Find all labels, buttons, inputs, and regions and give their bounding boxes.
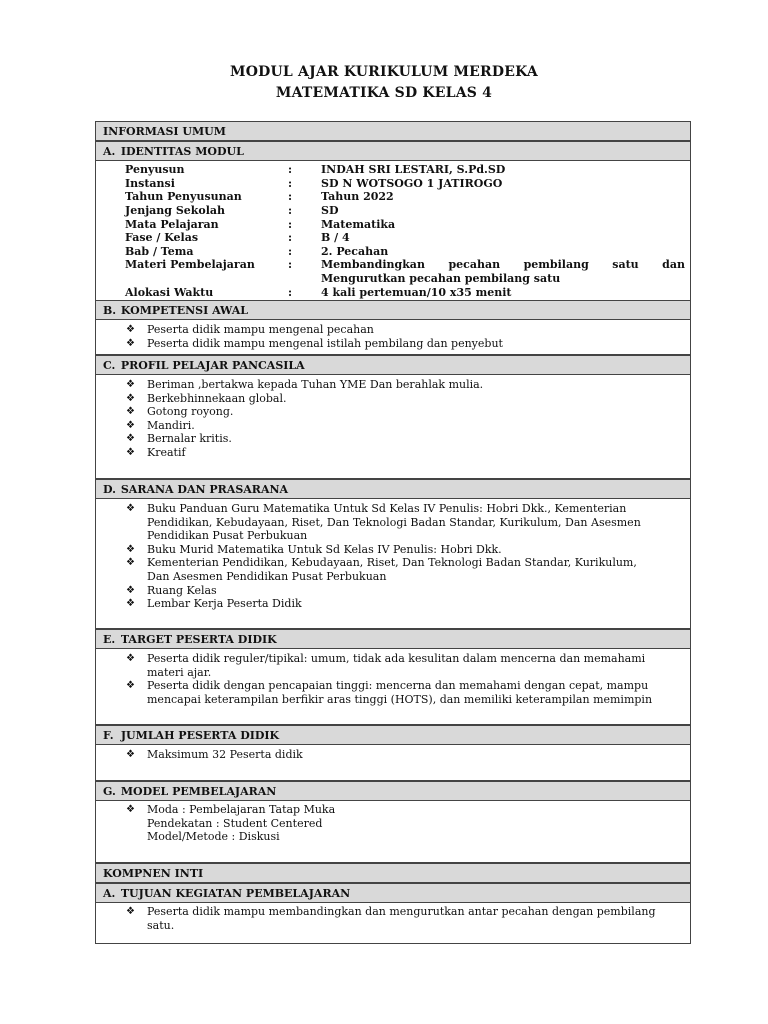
section-header-informasi-umum xyxy=(95,121,691,141)
list-item-text: Kreatif xyxy=(147,445,186,459)
field-value: Tahun 2022 xyxy=(321,190,394,203)
field-value-continued: Mengurutkan pecahan pembilang satu xyxy=(321,271,561,285)
field-key: Bab / Tema xyxy=(125,245,194,258)
list-item-text: Gotong royong. xyxy=(147,405,234,419)
list-item xyxy=(126,323,686,337)
list-item xyxy=(126,652,686,679)
section-header-target xyxy=(95,629,691,649)
section-label: MODEL PEMBELAJARAN xyxy=(120,785,277,798)
bullet-diamond-icon: ❖ xyxy=(126,324,135,335)
field-colon: : xyxy=(288,231,293,244)
list-item-text-continued: Pendidikan, Kebudayaan, Riset, Dan Teknologi Badan Standar, Kurikulum, Dan Asesmen xyxy=(147,515,641,529)
bullet-diamond-icon: ❖ xyxy=(126,433,135,445)
field-mata-pelajaran xyxy=(0,218,768,232)
bullet-diamond-icon: ❖ xyxy=(126,392,135,404)
field-colon: : xyxy=(288,163,293,176)
field-value: 4 kali pertemuan/10 x35 menit xyxy=(321,286,512,299)
field-colon: : xyxy=(288,177,293,190)
field-value: Matematika xyxy=(321,218,396,231)
section-header-profil-pelajar xyxy=(95,355,691,375)
section-number: B. xyxy=(103,304,117,317)
section-label: TUJUAN KEGIATAN PEMBELAJARAN xyxy=(120,887,351,900)
bullet-diamond-icon: ❖ xyxy=(126,653,135,664)
list-item xyxy=(126,446,686,460)
field-key: Penyusun xyxy=(125,163,185,176)
list-item-text: Peserta didik mampu membandingkan dan mengurutkan antar pecahan dengan pembilang xyxy=(147,905,656,918)
profil-pelajar-list xyxy=(126,378,686,460)
list-item-text: Berkebhinnekaan global. xyxy=(147,391,287,405)
list-item-text: Peserta didik mampu mengenal pecahan xyxy=(147,323,374,336)
bullet-diamond-icon: ❖ xyxy=(126,906,135,917)
list-item-text-continued: Model/Metode : Diskusi xyxy=(147,830,280,844)
field-value: SD xyxy=(321,204,339,217)
field-penyusun xyxy=(0,163,768,177)
section-label: JUMLAH PESERTA DIDIK xyxy=(120,729,280,742)
tujuan-list xyxy=(126,905,686,932)
document-title: MODUL AJAR KURIKULUM MERDEKA xyxy=(230,64,538,80)
list-item-text: Buku Panduan Guru Matematika Untuk Sd Kelas IV Penulis: Hobri Dkk., Kementerian xyxy=(147,502,627,515)
section-number: F. xyxy=(103,729,114,742)
list-item-text: Beriman ,bertakwa kepada Tuhan YME Dan berahlak mulia. xyxy=(147,378,484,391)
field-colon: : xyxy=(288,258,293,271)
field-jenjang-sekolah xyxy=(0,204,768,218)
field-alokasi-waktu xyxy=(0,286,768,300)
list-item xyxy=(126,419,686,433)
field-value: 2. Pecahan xyxy=(321,245,389,258)
list-item xyxy=(126,597,686,611)
list-item-text: Peserta didik dengan pencapaian tinggi: mencerna dan memahami dengan cepat, mampu xyxy=(147,679,649,693)
list-item-text-continued: Pendekatan : Student Centered xyxy=(147,816,323,830)
field-bab-tema xyxy=(0,245,768,259)
field-colon: : xyxy=(288,190,293,203)
kompetensi-awal-list xyxy=(126,323,686,350)
section-number: A. xyxy=(103,145,116,158)
list-item xyxy=(126,543,686,557)
section-label: KOMPETENSI AWAL xyxy=(120,304,248,317)
field-value: Membandingkan pecahan pembilang satu dan xyxy=(321,258,685,271)
bullet-diamond-icon: ❖ xyxy=(126,557,135,569)
bullet-diamond-icon: ❖ xyxy=(126,749,135,760)
section-label: TARGET PESERTA DIDIK xyxy=(120,633,277,646)
list-item xyxy=(126,337,686,351)
list-item-text-continued: mencapai keterampilan berfikir aras tinggi (HOTS), dan memiliki keterampilan memimpin xyxy=(147,692,653,706)
list-item-text: Mandiri. xyxy=(147,418,195,432)
field-key: Fase / Kelas xyxy=(125,231,199,244)
section-header-model xyxy=(95,781,691,801)
bullet-diamond-icon: ❖ xyxy=(126,337,135,349)
jumlah-list xyxy=(126,748,686,762)
field-value: INDAH SRI LESTARI, S.Pd.SD xyxy=(321,163,506,176)
field-value: SD N WOTSOGO 1 JATIROGO xyxy=(321,177,503,190)
section-label: PROFIL PELAJAR PANCASILA xyxy=(120,359,305,372)
list-item xyxy=(126,584,686,598)
list-item xyxy=(126,748,686,762)
bullet-diamond-icon: ❖ xyxy=(126,598,135,610)
field-colon: : xyxy=(288,204,293,217)
list-item xyxy=(126,905,686,932)
section-header-komponen-inti xyxy=(95,863,691,883)
list-item-text: Bernalar kritis. xyxy=(147,432,232,446)
section-label: KOMPNEN INTI xyxy=(103,867,204,880)
field-tahun-penyusunan xyxy=(0,190,768,204)
bullet-diamond-icon: ❖ xyxy=(126,406,135,418)
bullet-diamond-icon: ❖ xyxy=(126,804,135,815)
field-colon: : xyxy=(288,245,293,258)
field-key: Instansi xyxy=(125,177,175,190)
section-number: C. xyxy=(103,359,116,372)
section-label: IDENTITAS MODUL xyxy=(120,145,244,158)
list-item-text: Peserta didik reguler/tipikal: umum, tidak ada kesulitan dalam mencerna dan memahami xyxy=(147,652,646,665)
list-item-text: Moda : Pembelajaran Tatap Muka xyxy=(147,803,336,816)
sarana-list xyxy=(126,502,686,611)
list-item-text-continued: satu. xyxy=(147,918,175,932)
list-item-text: Buku Murid Matematika Untuk Sd Kelas IV Penulis: Hobri Dkk. xyxy=(147,542,502,556)
field-materi-pembelajaran xyxy=(0,258,768,286)
bullet-diamond-icon: ❖ xyxy=(126,446,135,458)
bullet-diamond-icon: ❖ xyxy=(126,419,135,431)
list-item xyxy=(126,679,686,706)
field-key: Materi Pembelajaran xyxy=(125,258,255,271)
section-number: A. xyxy=(103,887,116,900)
field-value: B / 4 xyxy=(321,231,350,244)
bullet-diamond-icon: ❖ xyxy=(126,503,135,514)
list-item xyxy=(126,392,686,406)
section-header-kompetensi-awal xyxy=(95,300,691,320)
field-fase-kelas xyxy=(0,231,768,245)
list-item-text: Lembar Kerja Peserta Didik xyxy=(147,597,302,611)
field-key: Tahun Penyusunan xyxy=(125,190,242,203)
document-subtitle: MATEMATIKA SD KELAS 4 xyxy=(275,85,493,101)
list-item xyxy=(126,405,686,419)
field-key: Mata Pelajaran xyxy=(125,218,219,231)
list-item-text: Kementerian Pendidikan, Kebudayaan, Riset, Dan Teknologi Badan Standar, Kurikulum, xyxy=(147,556,637,570)
list-item-text-continued: Dan Asesmen Pendidikan Pusat Perbukuan xyxy=(147,569,387,583)
list-item-text: Maksimum 32 Peserta didik xyxy=(147,748,303,761)
section-number: G. xyxy=(103,785,116,798)
section-label: INFORMASI UMUM xyxy=(103,125,226,138)
field-colon: : xyxy=(288,286,293,299)
bullet-diamond-icon: ❖ xyxy=(126,379,135,390)
target-list xyxy=(126,652,686,706)
section-header-tujuan xyxy=(95,883,691,903)
list-item-text: Peserta didik mampu mengenal istilah pembilang dan penyebut xyxy=(147,336,503,350)
list-item xyxy=(126,803,686,844)
list-item-text-continued: Pendidikan Pusat Perbukuan xyxy=(147,529,308,543)
field-key: Jenjang Sekolah xyxy=(125,204,226,217)
section-header-sarana xyxy=(95,479,691,499)
bullet-diamond-icon: ❖ xyxy=(126,680,135,692)
list-item xyxy=(126,556,686,583)
list-item xyxy=(126,378,686,392)
field-key: Alokasi Waktu xyxy=(125,286,214,299)
list-item-text-continued: materi ajar. xyxy=(147,665,212,679)
section-number: D. xyxy=(103,483,116,496)
field-colon: : xyxy=(288,218,293,231)
bullet-diamond-icon: ❖ xyxy=(126,584,135,596)
model-list xyxy=(126,803,686,844)
list-item-text: Ruang Kelas xyxy=(147,583,217,597)
section-label: SARANA DAN PRASARANA xyxy=(120,483,289,496)
list-item xyxy=(126,502,686,543)
field-instansi xyxy=(0,177,768,191)
list-item xyxy=(126,432,686,446)
section-header-jumlah xyxy=(95,725,691,745)
bullet-diamond-icon: ❖ xyxy=(126,543,135,555)
section-number: E. xyxy=(103,633,116,646)
section-header-identitas-modul xyxy=(95,141,691,161)
